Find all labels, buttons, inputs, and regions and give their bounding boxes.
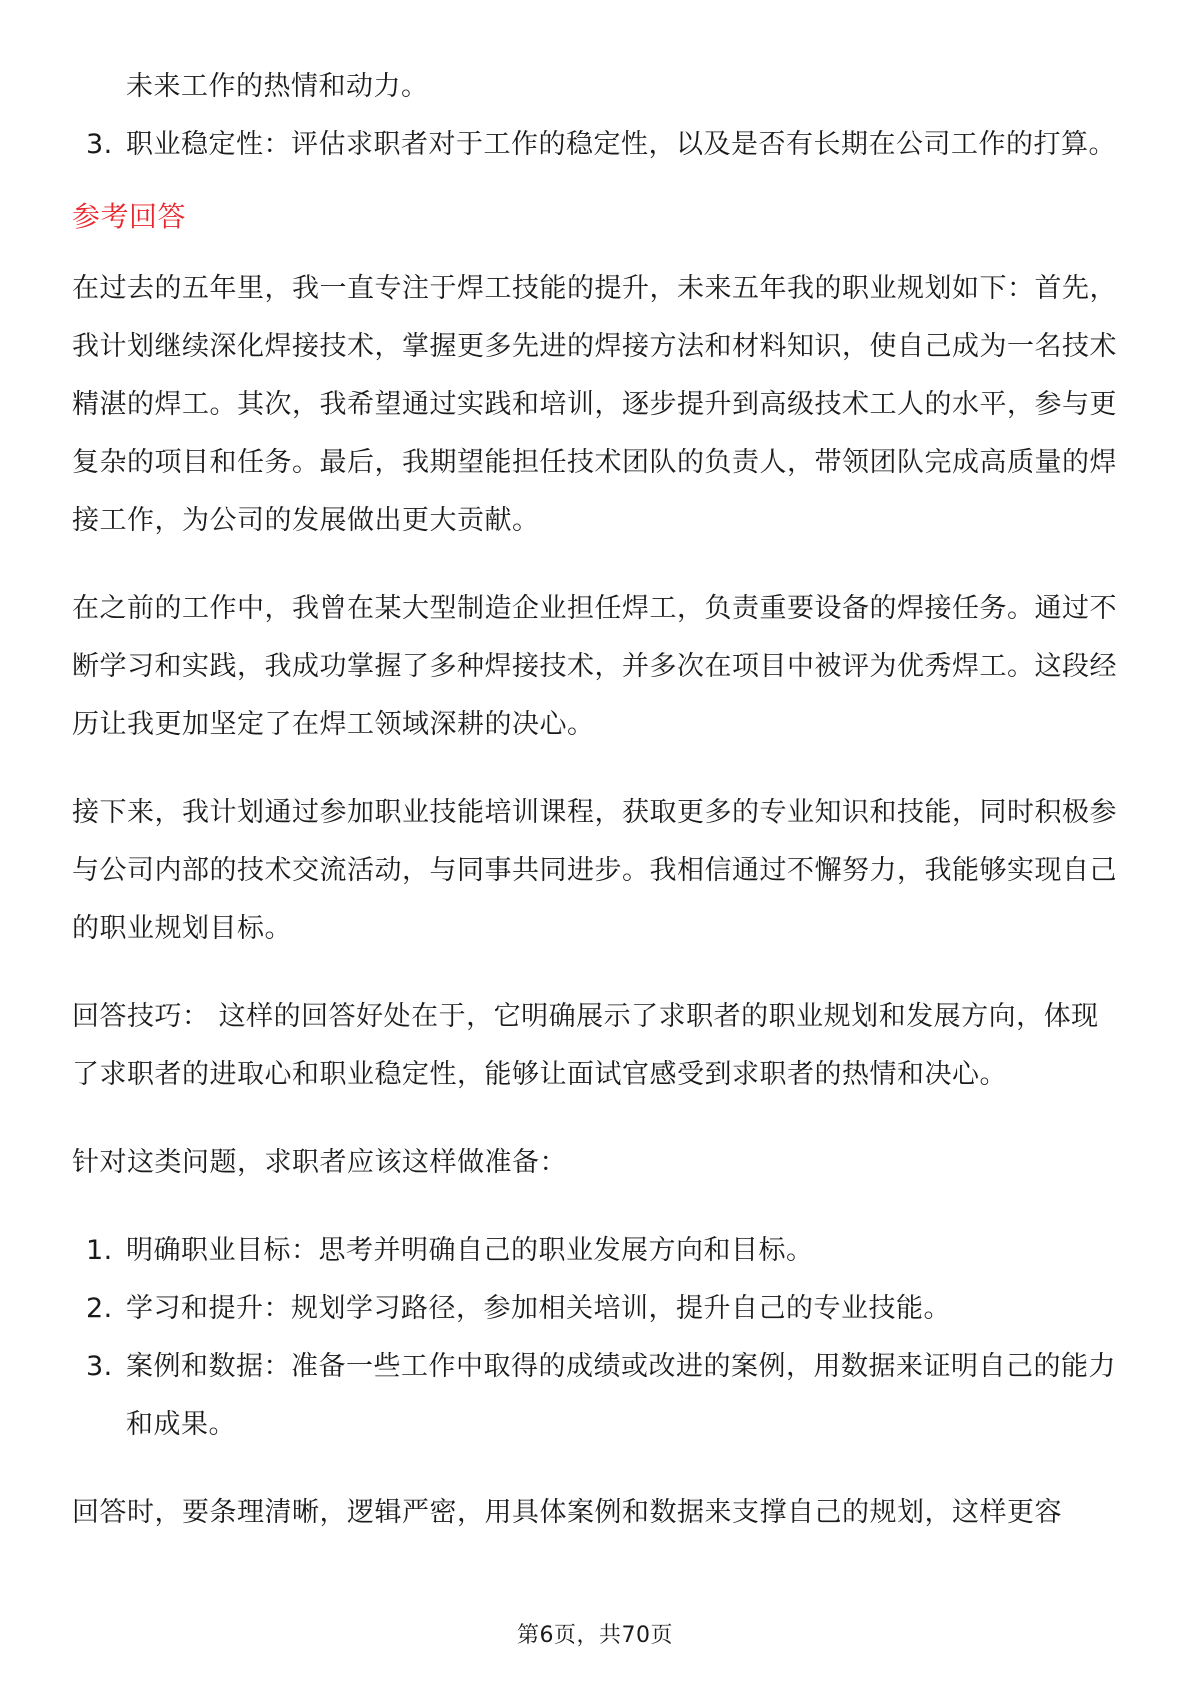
list-item (72, 1338, 1122, 1454)
list-number: 3. (86, 1351, 113, 1382)
list-item-text: 职业稳定性：评估求职者对于工作的稳定性，以及是否有长期在公司工作的打算。 (126, 129, 1116, 160)
list-number: 1. (86, 1235, 113, 1266)
list-number: 3. (86, 129, 113, 160)
page-footer: 第6页，共70页 (517, 1623, 673, 1648)
prep-intro: 针对这类问题，求职者应该这样做准备： (72, 1147, 567, 1178)
tips-paragraph: 回答技巧： 这样的回答好处在于，它明确展示了求职者的职业规划和发展方向，体现了求职者的进取心和职业稳定性，能够让面试官感受到求职者的热情和决心。 (72, 1001, 1099, 1090)
list-item-text: 案例和数据：准备一些工作中取得的成绩或改进的案例，用数据来证明自己的能力和成果。 (126, 1351, 1116, 1440)
prep-list (72, 1222, 1122, 1454)
list-number: 2. (86, 1293, 113, 1324)
list-item-text: 学习和提升：规划学习路径，参加相关培训，提升自己的专业技能。 (126, 1293, 951, 1324)
list-item-continuation: 未来工作的热情和动力。 (126, 71, 429, 102)
list-item (72, 1222, 1122, 1280)
evaluation-list (72, 116, 1122, 174)
list-item (72, 116, 1122, 174)
closing-paragraph: 回答时，要条理清晰，逻辑严密，用具体案例和数据来支撑自己的规划，这样更容 (72, 1497, 1062, 1528)
answer-paragraph-1: 在过去的五年里，我一直专注于焊工技能的提升，未来五年我的职业规划如下：首先，我计划继续深化焊接技术，掌握更多先进的焊接方法和材料知识，使自己成为一名技术精湛的焊工。其次，我希望通过实践和培训，逐步提升到高级技术工人的水平，参与更复杂的项目和任务。最后，我期望能担任技术团队的负责人，带领团队完成高质量的焊接工作，为公司的发展做出更大贡献。 (72, 273, 1117, 536)
list-item (72, 1280, 1122, 1338)
list-item-text: 明确职业目标：思考并明确自己的职业发展方向和目标。 (126, 1235, 814, 1266)
document-page (72, 58, 1122, 1542)
section-heading: 参考回答 (72, 200, 187, 233)
answer-paragraph-2: 在之前的工作中，我曾在某大型制造企业担任焊工，负责重要设备的焊接任务。通过不断学习和实践，我成功掌握了多种焊接技术，并多次在项目中被评为优秀焊工。这段经历让我更加坚定了在焊工领域深耕的决心。 (72, 593, 1117, 740)
answer-paragraph-3: 接下来，我计划通过参加职业技能培训课程，获取更多的专业知识和技能，同时积极参与公司内部的技术交流活动，与同事共同进步。我相信通过不懈努力，我能够实现自己的职业规划目标。 (72, 797, 1117, 944)
